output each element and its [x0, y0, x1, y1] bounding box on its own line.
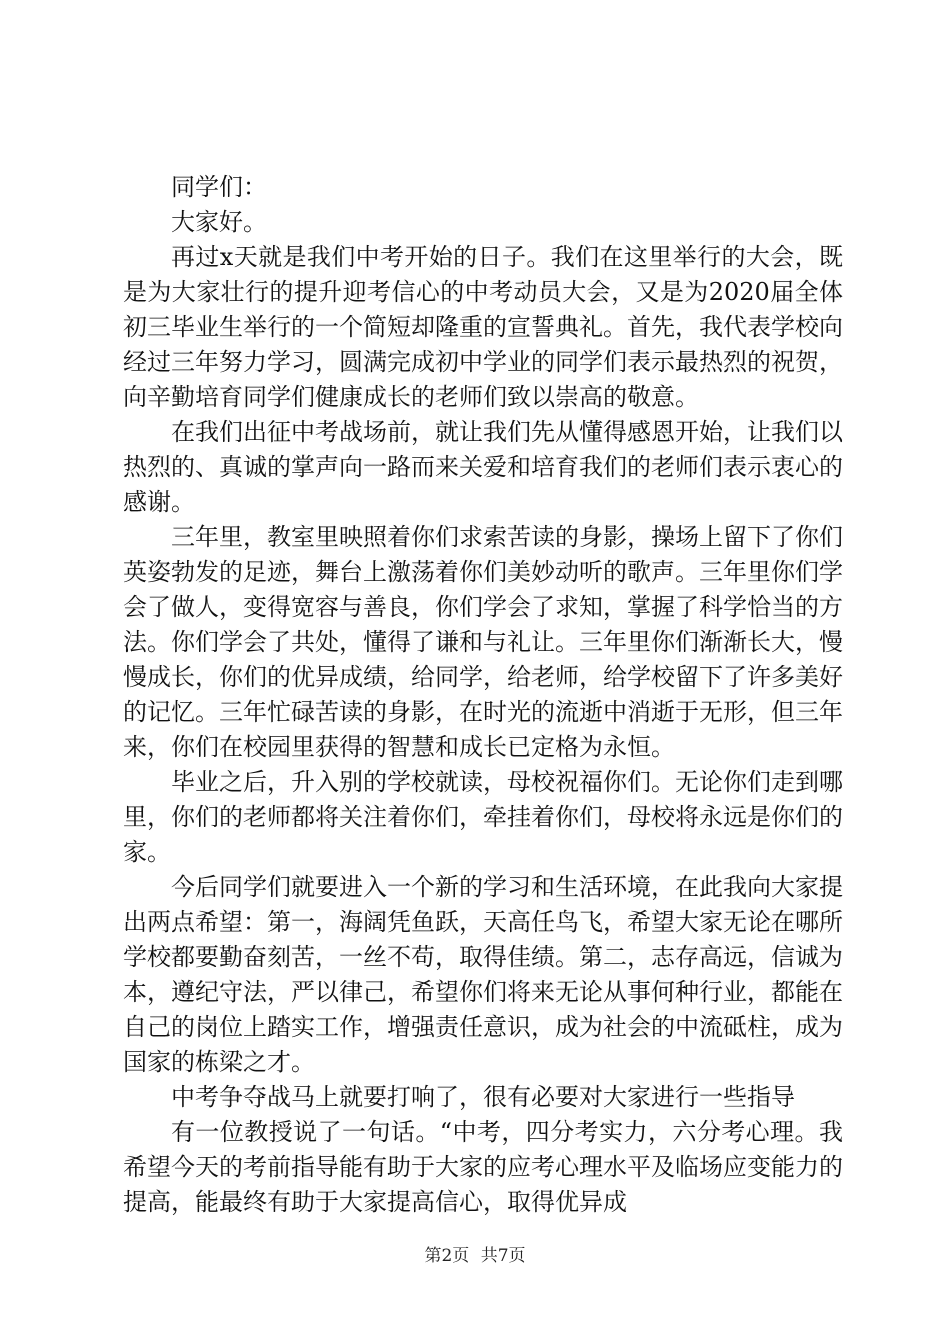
page-total: 共7页 [480, 1246, 526, 1266]
paragraph-greeting: 大家好。 [171, 208, 267, 236]
paragraph-guidance: 中考争夺战马上就要打响了，很有必要对大家进行一些指导 [171, 1083, 795, 1111]
paragraph-opening: 再过x天就是我们中考开始的日子。我们在这里举行的大会，既是为大家壮行的提升迎考信心的中考动员大会，又是为2020届全体初三毕业生举行的一个简短却隆重的宣誓典礼。首先，我代表学校向经过三年努力学习，圆满完成初中学业的同学们表示最热烈的祝贺，向辛勤培育同学们健康成长的老师们致以崇高的敬意。 [123, 243, 843, 411]
page-footer [0, 1246, 950, 1266]
paragraph-three-years: 三年里，教室里映照着你们求索苦读的身影，操场上留下了你们英姿勃发的足迹，舞台上激荡着你们美妙动听的歌声。三年里你们学会了做人，变得宽容与善良，你们学会了求知，掌握了科学恰当的方法。你们学会了共处，懂得了谦和与礼让。三年里你们渐渐长大，慢慢成长，你们的优异成绩，给同学，给老师，给学校留下了许多美好的记忆。三年忙碌苦读的身影，在时光的流逝中消逝于无形，但三年来，你们在校园里获得的智慧和成长已定格为永恒。 [123, 523, 843, 761]
document-body [123, 170, 843, 1220]
paragraph-salutation: 同学们： [171, 173, 267, 201]
page-number: 第2页 [424, 1246, 470, 1266]
paragraph-professor-quote: 有一位教授说了一句话。“中考，四分考实力，六分考心理。我希望今天的考前指导能有助于大家的应考心理水平及临场应变能力的提高，能最终有助于大家提高信心，取得优异成 [123, 1118, 843, 1216]
paragraph-after-graduation: 毕业之后，升入别的学校就读，母校祝福你们。无论你们走到哪里，你们的老师都将关注着你们，牵挂着你们，母校将永远是你们的家。 [123, 768, 843, 866]
paragraph-two-hopes: 今后同学们就要进入一个新的学习和生活环境，在此我向大家提出两点希望：第一，海阔凭鱼跃，天高任鸟飞，希望大家无论在哪所学校都要勤奋刻苦，一丝不苟，取得佳绩。第二，志存高远，信诚为本，遵纪守法，严以律己，希望你们将来无论从事何种行业，都能在自己的岗位上踏实工作，增强责任意识，成为社会的中流砥柱，成为国家的栋梁之才。 [123, 873, 843, 1076]
paragraph-gratitude: 在我们出征中考战场前，就让我们先从懂得感恩开始，让我们以热烈的、真诚的掌声向一路而来关爱和培育我们的老师们表示衷心的感谢。 [123, 418, 843, 516]
